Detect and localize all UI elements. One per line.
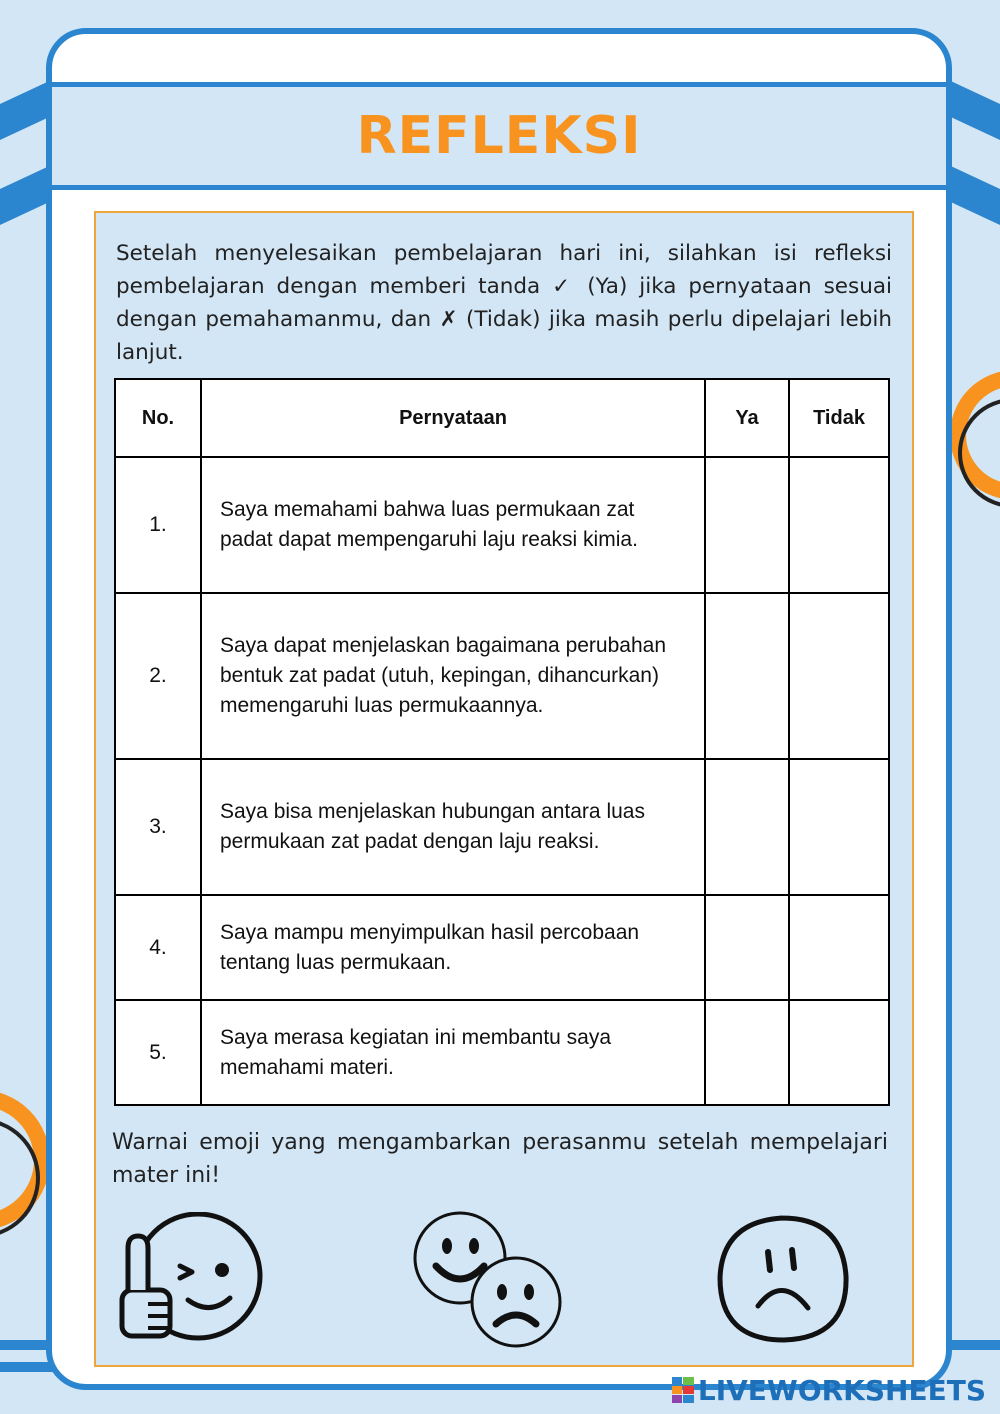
- table-row: [115, 457, 889, 593]
- yes-answer-cell[interactable]: [705, 457, 789, 593]
- row-statement: Saya dapat menjelaskan bagaimana perubahan bentuk zat padat (utuh, kepingan, dihancurkan) memengaruhi luas permukaannya.: [201, 593, 705, 759]
- row-number: 2.: [115, 593, 201, 759]
- watermark-text: LIVEWORKSHEETS: [697, 1373, 986, 1407]
- instructions: [116, 237, 892, 369]
- liveworksheets-watermark: [672, 1374, 986, 1406]
- yes-answer-cell[interactable]: [705, 1000, 789, 1105]
- header-yes: Ya: [705, 379, 789, 457]
- no-answer-cell[interactable]: [789, 759, 889, 895]
- cross-icon: ✗: [439, 307, 458, 332]
- no-answer-cell[interactable]: [789, 457, 889, 593]
- row-number: 3.: [115, 759, 201, 895]
- header-no: No.: [115, 379, 201, 457]
- header-statement: Pernyataan: [201, 379, 705, 457]
- check-icon: ✓: [552, 274, 576, 299]
- row-number: 5.: [115, 1000, 201, 1105]
- wink-thumbs-up-emoji-icon[interactable]: [118, 1212, 268, 1342]
- liveworksheets-logo-icon: [672, 1377, 694, 1403]
- instructions-part-1: Setelah menyelesaikan pembelajaran hari ini, silahkan isi refleksi pembelajaran dengan memberi tanda: [116, 241, 892, 299]
- table-row: [115, 895, 889, 1000]
- header-no-col: Tidak: [789, 379, 889, 457]
- row-statement: Saya bisa menjelaskan hubungan antara luas permukaan zat padat dengan laju reaksi.: [201, 759, 705, 895]
- instructions-part-3: (Tidak) jika masih perlu dipelajari lebih lanjut.: [116, 307, 892, 365]
- yes-answer-cell[interactable]: [705, 895, 789, 1000]
- reflection-table: [114, 378, 890, 1106]
- yes-answer-cell[interactable]: [705, 593, 789, 759]
- row-statement: Saya mampu menyimpulkan hasil percobaan tentang luas permukaan.: [201, 895, 705, 1000]
- table-row: [115, 593, 889, 759]
- no-answer-cell[interactable]: [789, 593, 889, 759]
- row-number: 4.: [115, 895, 201, 1000]
- table-row: [115, 759, 889, 895]
- emoji-instructions: Warnai emoji yang mengambarkan perasanmu setelah mempelajari mater ini!: [112, 1130, 888, 1188]
- row-statement: Saya memahami bahwa luas permukaan zat padat dapat mempengaruhi laju reaksi kimia.: [201, 457, 705, 593]
- row-statement: Saya merasa kegiatan ini membantu saya memahami materi.: [201, 1000, 705, 1105]
- row-number: 1.: [115, 457, 201, 593]
- no-answer-cell[interactable]: [789, 895, 889, 1000]
- table-row: [115, 1000, 889, 1105]
- table-header-row: [115, 379, 889, 457]
- page-title: REFLEKSI: [356, 106, 642, 166]
- instructions-part-2: (Ya) jika pernyataan sesuai dengan pemahamanmu, dan: [116, 274, 892, 332]
- yes-answer-cell[interactable]: [705, 759, 789, 895]
- no-answer-cell[interactable]: [789, 1000, 889, 1105]
- sad-emoji-icon[interactable]: [712, 1214, 854, 1344]
- happy-sad-emoji-icon[interactable]: [412, 1210, 566, 1352]
- title-band: [52, 82, 946, 190]
